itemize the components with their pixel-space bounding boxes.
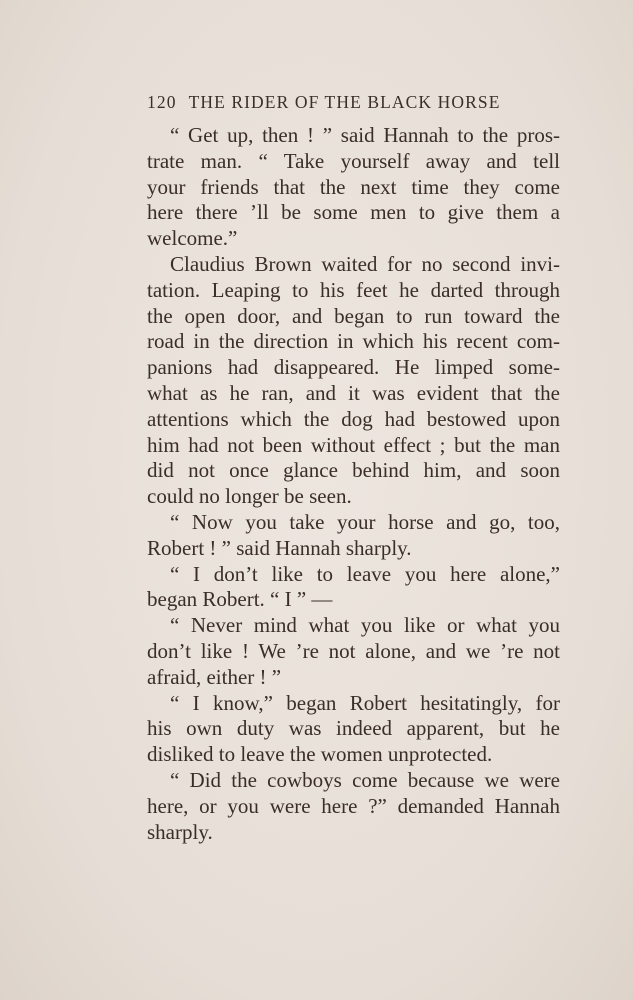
text-line: began Robert. “ I ” —: [147, 587, 333, 612]
text-line: “ Did the cowboys come because we were: [170, 767, 560, 792]
running-head: [147, 92, 547, 113]
text-line: road in the direction in which his recent com-: [147, 329, 560, 354]
text-line: trate man. “ Take yourself away and tell: [147, 148, 560, 173]
text-line: his own duty was indeed apparent, but he: [147, 716, 560, 741]
page-number: 120: [147, 92, 177, 112]
text-line: don’t like ! We ’re not alone, and we ’re not: [147, 638, 560, 663]
text-line: your friends that the next time they come: [147, 174, 560, 199]
text-line: the open door, and began to run toward the: [147, 303, 560, 328]
text-line: “ Now you take your horse and go, too,: [170, 509, 560, 534]
text-line: him had not been without effect ; but the man: [147, 432, 560, 457]
text-line: did not once glance behind him, and soon: [147, 458, 560, 483]
body-text: [147, 123, 560, 845]
text-line: afraid, either ! ”: [147, 664, 282, 689]
text-line: “ I know,” began Robert hesitatingly, for: [170, 690, 560, 715]
text-line: could no longer be seen.: [147, 484, 352, 509]
text-line: welcome.”: [147, 226, 238, 251]
text-line: “ Get up, then ! ” said Hannah to the pros-: [170, 123, 560, 147]
text-line: here, or you were here ?” demanded Hannah: [147, 793, 560, 818]
text-line: sharply.: [147, 819, 213, 844]
text-line: what as he ran, and it was evident that the: [147, 380, 560, 405]
text-line: panions had disappeared. He limped some-: [147, 355, 560, 380]
text-line: Robert ! ” said Hannah sharply.: [147, 535, 412, 560]
text-line: here there ’ll be some men to give them a: [147, 200, 560, 225]
text-line: disliked to leave the women unprotected.: [147, 742, 493, 767]
text-line: attentions which the dog had bestowed upon: [147, 406, 560, 431]
text-line: “ I don’t like to leave you here alone,”: [170, 561, 560, 586]
running-title: THE RIDER OF THE BLACK HORSE: [188, 92, 501, 112]
text-line: tation. Leaping to his feet he darted through: [147, 277, 560, 302]
text-line: Claudius Brown waited for no second invi-: [170, 251, 560, 276]
text-line: “ Never mind what you like or what you: [170, 613, 560, 638]
